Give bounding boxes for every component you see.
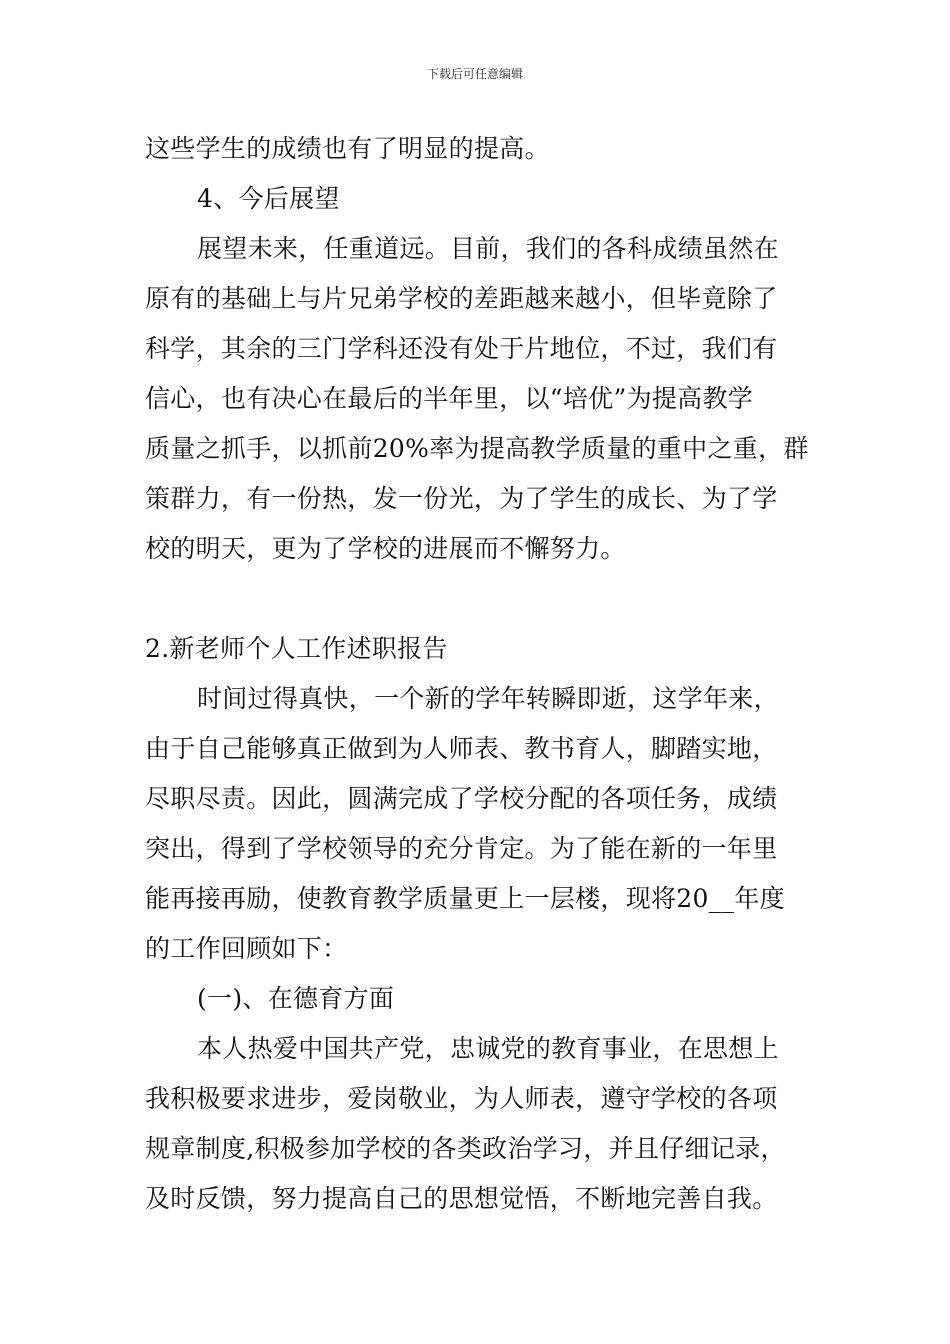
paragraph-line: 原有的基础上与片兄弟学校的差距越来越小，但毕竟除了 — [145, 284, 778, 313]
report-title: 2.新老师个人工作述职报告 — [145, 634, 448, 663]
paragraph-line: 尽职尽责。因此，圆满完成了学校分配的各项任务，成绩 — [145, 784, 778, 813]
paragraph-line: 突出，得到了学校领导的充分肯定。为了能在新的一年里 — [145, 834, 778, 863]
paragraph-line: 及时反馈，努力提高自己的思想觉悟，不断地完善自我。 — [145, 1184, 778, 1213]
paragraph-line: 信心，也有决心在最后的半年里，以“培优”为提高教学 — [145, 384, 754, 413]
paragraph-line: 科学，其余的三门学科还没有处于片地位，不过，我们有 — [145, 334, 778, 363]
paragraph-line: 规章制度,积极参加学校的各类政治学习，并且仔细记录， — [145, 1134, 786, 1163]
paragraph-line: 校的明天，更为了学校的进展而不懈努力。 — [145, 534, 626, 563]
paragraph-line: 本人热爱中国共产党，忠诚党的教育事业，在思想上 — [197, 1034, 779, 1063]
page-header-note: 下载后可任意编辑 — [426, 67, 523, 81]
paragraph-line: 策群力，有一份热，发一份光，为了学生的成长、为了学 — [145, 484, 778, 513]
paragraph-line: 我积极要求进步，爱岗敬业，为人师表，遵守学校的各项 — [145, 1084, 778, 1113]
paragraph-line: 能再接再励，使教育教学质量更上一层楼，现将20__年度 — [145, 884, 785, 913]
paragraph-line: 展望未来，任重道远。目前，我们的各科成绩虽然在 — [197, 234, 779, 263]
paragraph-line: 时间过得真快，一个新的学年转瞬即逝，这学年来， — [197, 684, 779, 713]
paragraph-spacer — [145, 574, 815, 624]
paragraph-line: 这些学生的成绩也有了明显的提高。 — [145, 134, 550, 163]
paragraph-line: 由于自己能够真正做到为人师表、教书育人，脚踏实地， — [145, 734, 778, 763]
section-heading: 4、今后展望 — [197, 184, 340, 213]
paragraph-line: 质量之抓手，以抓前20%率为提高教学质量的重中之重，群 — [145, 434, 809, 463]
paragraph-line: 的工作回顾如下： — [145, 934, 348, 963]
document-body — [145, 124, 815, 1224]
section-heading: (一)、在德育方面 — [197, 984, 395, 1013]
